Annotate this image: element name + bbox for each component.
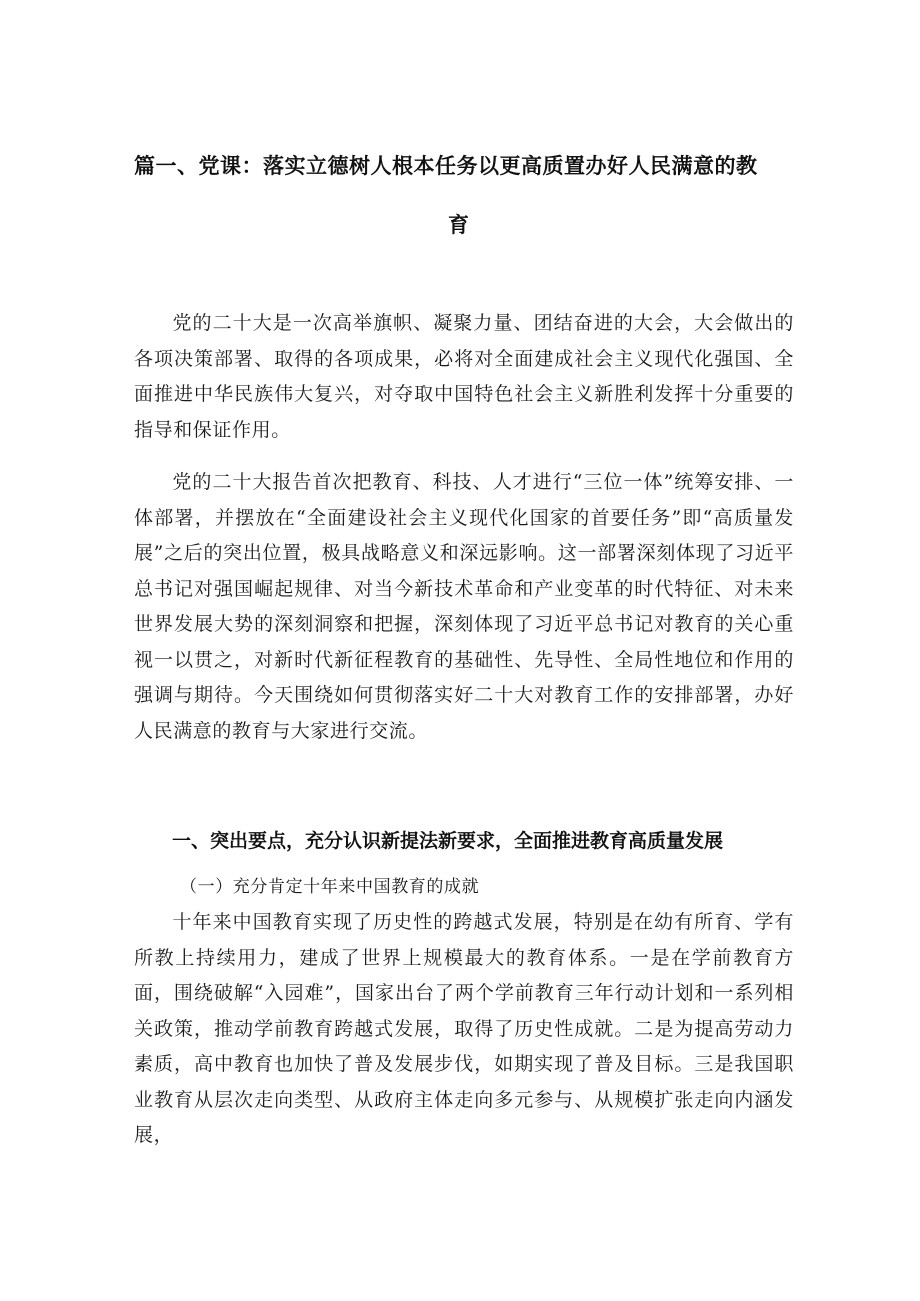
- paragraph-report-text: 党的二十大报告首次把教育、科技、人才进行“三位一体”统筹安排、一体部署，并摆放在“全面建设社会主义现代化国家的首要任务”即“高质量发展”之后的突出位置，极具战略意义和深远影响。这一部署深刻体现了习近平总书记对强国崛起规律、对当今新技术革命和产业变革的时代特征、对未来世界发展大势的深刻洞察和把握，深刻体现了习近平总书记对教育的关心重视一以贯之，对新时代新征程教育的基础性、先导性、全局性地位和作用的强调与期待。今天围绕如何贯彻落实好二十大对教育工作的安排部署，办好人民满意的教育与大家进行交流。: [134, 471, 794, 742]
- document-title-line-2: 育: [448, 213, 470, 237]
- paragraph-intro: [134, 306, 794, 448]
- paragraph-report: [134, 465, 794, 749]
- section-heading: 一、突出要点，充分认识新提法新要求，全面推进教育高质量发展: [172, 830, 724, 852]
- paragraph-intro-text: 党的二十大是一次高举旗帜、凝聚力量、团结奋进的大会，大会做出的各项决策部署、取得的各项成果，必将对全面建成社会主义现代化强国、全面推进中华民族伟大复兴，对夺取中国特色社会主义新胜利发挥十分重要的指导和保证作用。: [134, 312, 794, 441]
- document-title-line-1: 篇一、党课：落实立德树人根本任务以更高质置办好人民满意的教: [134, 154, 758, 178]
- paragraph-achievements-text: 十年来中国教育实现了历史性的跨越式发展，特别是在幼有所育、学有所教上持续用力，建成了世界上规模最大的教育体系。一是在学前教育方面，围绕破解“入园难”，国家出台了两个学前教育三年行动计划和一系列相关政策，推动学前教育跨越式发展，取得了历史性成就。二是为提高劳动力素质，高中教育也加快了普及发展步伐，如期实现了普及目标。三是我国职业教育从层次走向类型、从政府主体走向多元参与、从规模扩张走向内涵发展，: [134, 911, 794, 1146]
- paragraph-achievements: [134, 905, 794, 1154]
- subsection-heading: （一）充分肯定十年来中国教育的成就: [180, 877, 480, 897]
